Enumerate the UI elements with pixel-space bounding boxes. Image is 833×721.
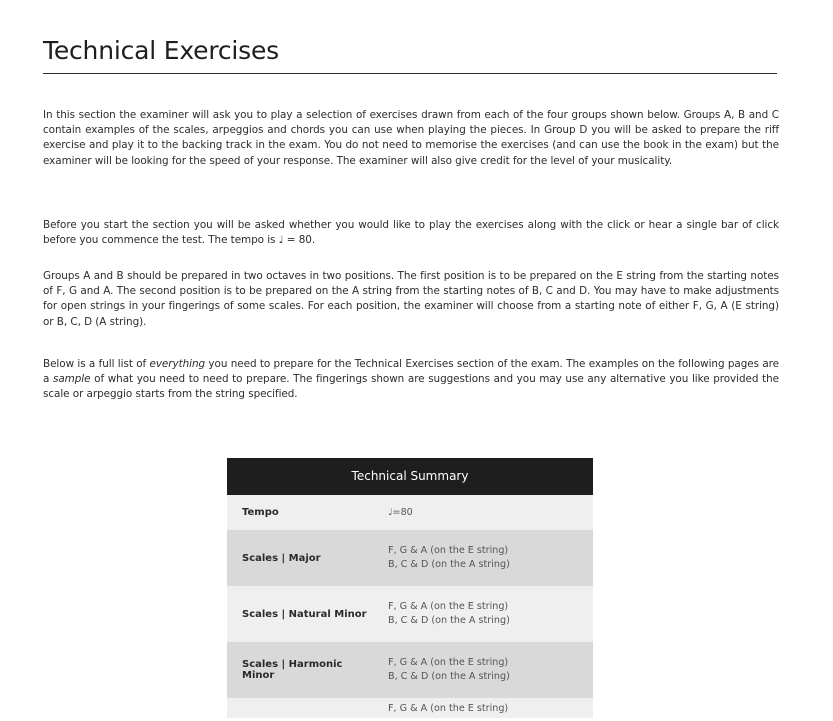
text-run: Below is a full list of <box>43 358 150 370</box>
row-value <box>371 544 593 572</box>
table-row <box>227 586 593 642</box>
intro-paragraph <box>43 108 779 169</box>
row-label: Scales | Harmonic Minor <box>242 659 343 681</box>
row-value <box>371 506 593 520</box>
row-label: Tempo <box>242 507 279 518</box>
page-title: Technical Exercises <box>43 36 279 65</box>
paragraph-text: Groups A and B should be prepared in two octaves in two positions. The first position is to be prepared on the E string from the starting notes of F, G and A. The second position is to be prepared on the A string from the starting notes of B, C and D. You may have to make adjustments for open strings in your fingerings of some scales. For each position, the examiner will choose from a starting note of either F, G, A (E string) or B, C, D (A string). <box>43 270 779 328</box>
paragraph-text <box>43 357 779 403</box>
value-line: ♩=80 <box>388 506 413 518</box>
paragraph-text: In this section the examiner will ask you to play a selection of exercises drawn from each of the four groups shown below. Groups A, B and C contain examples of the scales, arpeggios and chords you can use when playing the pieces. In Group D you will be asked to prepare the riff exercise and play it to the backing track in the exam. You do not need to memorise the exercises (and can use the book in the exam) but the examiner will be looking for the speed of your response. The examiner will also give credit for the level of your musicality. <box>43 109 779 167</box>
title-divider <box>43 73 777 74</box>
row-value <box>371 656 593 684</box>
text-run: of what you need to need to prepare. The fingerings shown are suggestions and you may use any alternative you like provided the scale or arpeggio starts from the string specified. <box>43 373 779 401</box>
value-line: B, C & D (on the A string) <box>388 671 510 682</box>
tempo-paragraph <box>43 218 779 248</box>
table-row <box>227 530 593 586</box>
value-line: F, G & A (on the E string) <box>388 657 509 668</box>
row-label: Scales | Major <box>242 552 321 564</box>
row-value <box>371 702 593 716</box>
value-line: F, G & A (on the E string) <box>388 703 509 714</box>
list-intro-paragraph <box>43 357 779 403</box>
table-row <box>227 495 593 530</box>
table-row <box>227 698 593 718</box>
table-row <box>227 642 593 698</box>
positions-paragraph <box>43 269 779 330</box>
value-line: F, G & A (on the E string) <box>388 545 509 556</box>
row-value <box>371 600 593 628</box>
row-label: Scales | Natural Minor <box>242 608 367 620</box>
technical-summary-table <box>227 458 593 718</box>
value-line: B, C & D (on the A string) <box>388 615 510 626</box>
value-line: F, G & A (on the E string) <box>388 601 509 612</box>
emphasis-text: everything <box>149 358 206 370</box>
emphasis-text: sample <box>52 373 91 386</box>
table-header: Technical Summary <box>227 458 593 495</box>
value-line: B, C & D (on the A string) <box>388 559 510 570</box>
paragraph-text: Before you start the section you will be asked whether you would like to play the exercises along with the click or hear a single bar of click before you commence the test. The tempo is ♩ = 80. <box>43 219 779 247</box>
text-run: you need to prepare for the Technical Exercises section of the exam. The examples on the following pages are a <box>43 358 780 386</box>
